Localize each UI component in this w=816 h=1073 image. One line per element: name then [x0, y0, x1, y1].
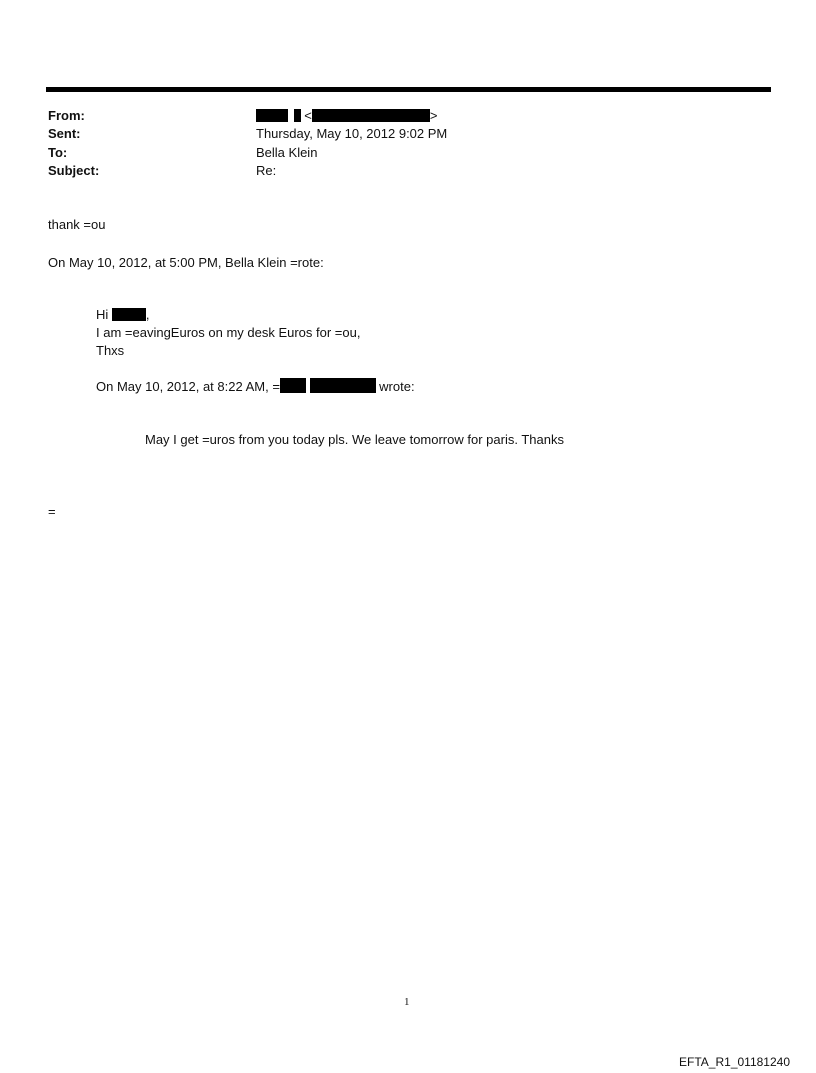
from-angle-close: > — [429, 108, 438, 123]
greeting-comma: , — [145, 307, 150, 322]
to-value: Bella Klein — [256, 145, 318, 160]
quote2-attribution — [96, 378, 415, 394]
sent-label: Sent: — [48, 126, 81, 141]
trailing-equals: = — [48, 504, 56, 519]
quote1-line2: I am =eavingEuros on my desk Euros for =ou, — [96, 325, 361, 340]
quote1-greeting — [96, 307, 150, 322]
from-value — [256, 108, 437, 123]
quote2-message: May I get =uros from you today pls. We leave tomorrow for paris. Thanks — [145, 432, 564, 447]
quote1-attribution: On May 10, 2012, at 5:00 PM, Bella Klein =rote: — [48, 255, 324, 270]
subject-value: Re: — [256, 163, 277, 178]
from-angle-open: < — [304, 108, 312, 123]
redaction-block — [312, 109, 430, 122]
redaction-block — [112, 308, 146, 321]
redaction-block — [280, 378, 306, 393]
page-number: 1 — [404, 996, 410, 1008]
header-rule — [46, 87, 771, 92]
redaction-block — [310, 378, 376, 393]
document-id: EFTA_R1_01181240 — [679, 1055, 790, 1069]
quote1-line3: Thxs — [96, 343, 125, 358]
quote2-attribution-suffix: wrote: — [379, 379, 415, 394]
greeting-hi: Hi — [96, 307, 109, 322]
from-label: From: — [48, 108, 85, 123]
redaction-block — [294, 109, 301, 122]
reply-text: thank =ou — [48, 217, 106, 232]
to-label: To: — [48, 145, 68, 160]
quote2-attribution-prefix: On May 10, 2012, at 8:22 AM, = — [96, 379, 280, 394]
subject-label: Subject: — [48, 163, 100, 178]
redaction-block — [256, 109, 288, 122]
sent-value: Thursday, May 10, 2012 9:02 PM — [256, 126, 448, 141]
